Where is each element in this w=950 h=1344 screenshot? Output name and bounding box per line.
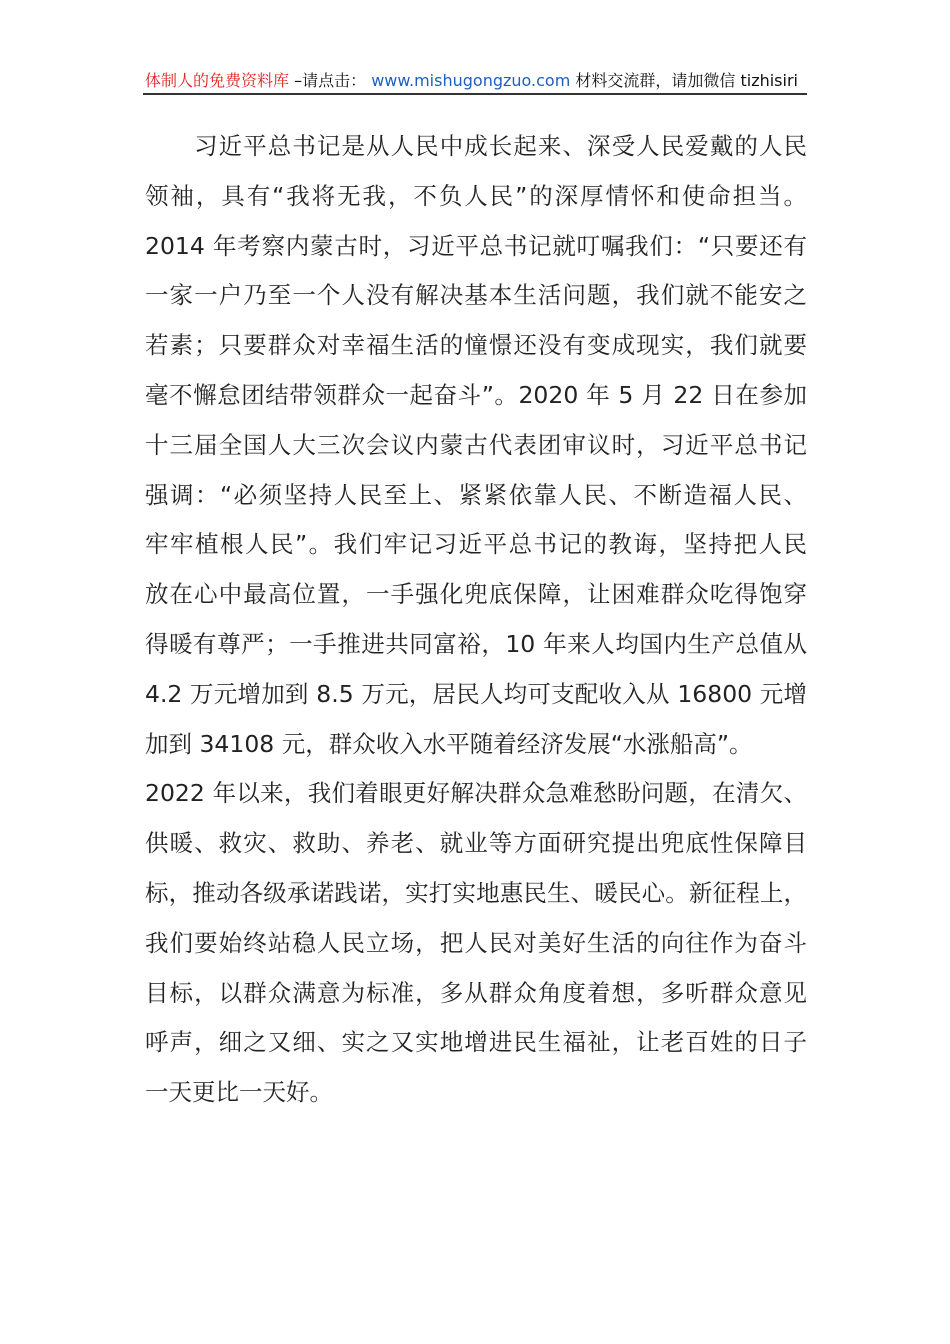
paragraph-line: 毫不懈怠团结带领群众一起奋斗”。2020 年 5 月 22 日在参加: [145, 380, 807, 409]
paragraph-line: 领袖，具有“我将无我，不负人民”的深厚情怀和使命担当。: [145, 181, 807, 210]
paragraph-line: 我们要始终站稳人民立场，把人民对美好生活的向往作为奋斗: [145, 928, 807, 957]
header-note: 材料交流群，请加微信 tizhisiri: [575, 71, 798, 90]
paragraph-line: 供暖、救灾、救助、养老、就业等方面研究提出兜底性保障目: [145, 829, 807, 858]
header-divider: [143, 93, 807, 95]
click-prompt: –请点击：: [294, 71, 367, 90]
paragraph-line: 4.2 万元增加到 8.5 万元，居民人均可支配收入从 16800 元增: [145, 679, 807, 708]
paragraph-line: 2022 年以来，我们着眼更好解决群众急难愁盼问题，在清欠、: [145, 779, 807, 808]
document-paragraph: [145, 122, 807, 1118]
paragraph-line: 牢牢植根人民”。我们牢记习近平总书记的教诲，坚持把人民: [145, 530, 807, 559]
paragraph-line: 得暖有尊严；一手推进共同富裕，10 年来人均国内生产总值从: [145, 629, 807, 658]
paragraph-line: 一天更比一天好。: [145, 1078, 333, 1107]
paragraph-line: 若素；只要群众对幸福生活的憧憬还没有变成现实，我们就要: [145, 331, 807, 360]
paragraph-line: 标，推动各级承诺践诺，实打实地惠民生、暖民心。新征程上，: [145, 878, 807, 907]
paragraph-line: 目标，以群众满意为标准，多从群众角度着想，多听群众意见: [145, 978, 807, 1007]
paragraph-line: 放在心中最高位置，一手强化兜底保障，让困难群众吃得饱穿: [145, 580, 807, 609]
site-name: 体制人的免费资料库: [145, 71, 290, 90]
paragraph-line: 加到 34108 元，群众收入水平随着经济发展“水涨船高”。: [145, 729, 753, 758]
page-header: [145, 70, 805, 92]
site-link[interactable]: www.mishugongzuo.com: [371, 71, 571, 90]
paragraph-line: 习近平总书记是从人民中成长起来、深受人民爱戴的人民: [145, 132, 807, 160]
paragraph-line: 呼声，细之又细、实之又实地增进民生福祉，让老百姓的日子: [145, 1028, 807, 1057]
paragraph-line: 2014 年考察内蒙古时，习近平总书记就叮嘱我们：“只要还有: [145, 231, 807, 260]
paragraph-line: 十三届全国人大三次会议内蒙古代表团审议时，习近平总书记: [145, 430, 807, 459]
paragraph-line: 强调：“必须坚持人民至上、紧紧依靠人民、不断造福人民、: [145, 480, 807, 509]
paragraph-line: 一家一户乃至一个人没有解决基本生活问题，我们就不能安之: [145, 281, 807, 310]
